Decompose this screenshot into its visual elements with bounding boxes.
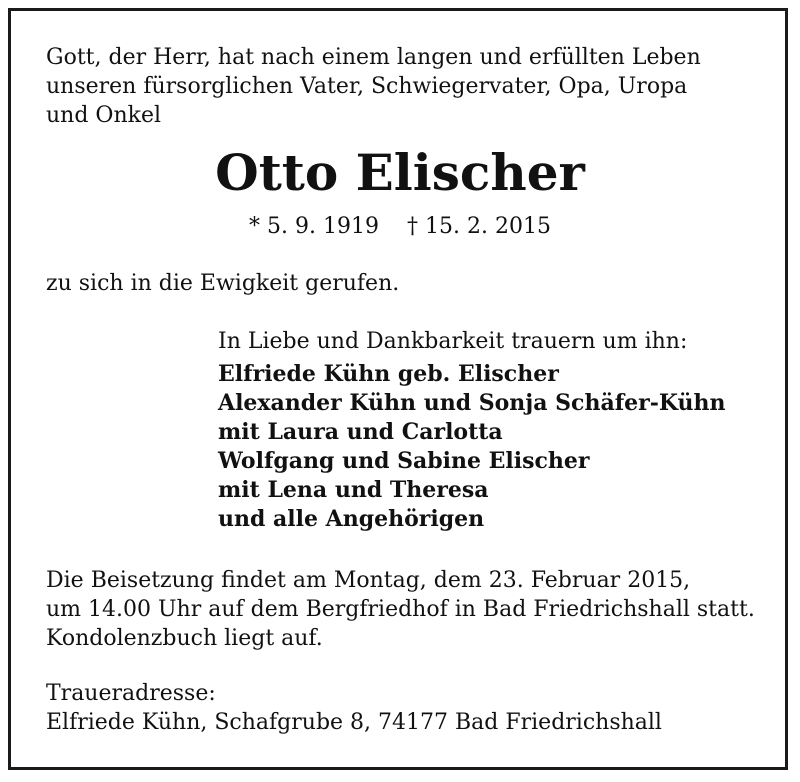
funeral-line: um 14.00 Uhr auf dem Bergfriedhof in Bad Friedrichshall statt. (46, 597, 755, 622)
mourning-intro: In Liebe und Dankbarkeit trauern um ihn: (218, 329, 688, 354)
intro-text (46, 43, 701, 130)
mourner-line: Alexander Kühn und Sonja Schäfer-Kühn (218, 390, 726, 416)
funeral-info (46, 566, 755, 653)
mourners-list (218, 360, 726, 534)
deceased-name: Otto Elischer (215, 143, 585, 202)
funeral-line: Die Beisetzung findet am Montag, dem 23. Februar 2015, (46, 568, 691, 593)
mourning-address (46, 679, 662, 737)
mourner-line: mit Laura und Carlotta (218, 419, 503, 445)
address-value: Elfriede Kühn, Schafgrube 8, 74177 Bad Friedrichshall (46, 710, 662, 735)
death-date: † 15. 2. 2015 (407, 214, 551, 239)
intro-line: und Onkel (46, 103, 162, 128)
called-text: zu sich in die Ewigkeit gerufen. (46, 271, 400, 296)
funeral-line: Kondolenzbuch liegt auf. (46, 626, 323, 651)
mourner-line: Elfriede Kühn geb. Elischer (218, 361, 559, 387)
birth-date: * 5. 9. 1919 (249, 214, 379, 239)
mourner-line: mit Lena und Theresa (218, 477, 489, 503)
mourner-line: Wolfgang und Sabine Elischer (218, 448, 590, 474)
intro-line: Gott, der Herr, hat nach einem langen und erfüllten Leben (46, 45, 701, 70)
address-label: Traueradresse: (46, 681, 216, 706)
mourner-line: und alle Angehörigen (218, 506, 485, 532)
intro-line: unseren fürsorglichen Vater, Schwiegervater, Opa, Uropa (46, 74, 688, 99)
life-dates (0, 212, 800, 241)
